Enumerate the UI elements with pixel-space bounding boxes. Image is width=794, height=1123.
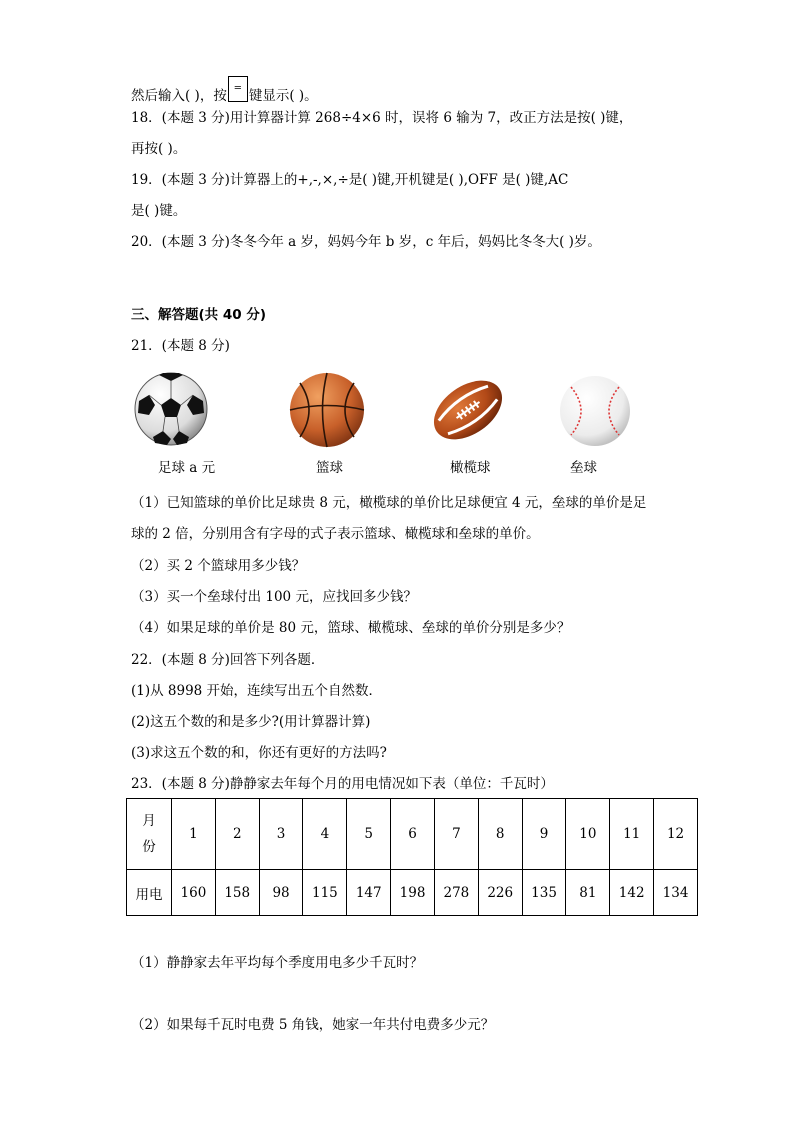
table-cell: 98: [259, 870, 303, 916]
rugby-ball-label: 橄榄球: [450, 460, 491, 476]
electricity-usage-table: [126, 798, 698, 916]
table-cell: 135: [522, 870, 566, 916]
rugby-ball-icon: [428, 372, 508, 448]
q23-header: 23．(本题 8 分)静静家去年每个月的用电情况如下表（单位：千瓦时）: [131, 776, 554, 792]
q21-header: 21．(本题 8 分): [131, 338, 230, 354]
table-header-cell: 月 份: [127, 799, 172, 870]
q23-part2: （2）如果每千瓦时电费 5 角钱，她家一年共付电费多少元？: [131, 1017, 495, 1033]
q19-line2: 是( )键。: [131, 203, 187, 219]
q20-line1: 20．(本题 3 分)冬冬今年 a 岁，妈妈今年 b 岁，c 年后，妈妈比冬冬大( )岁。: [131, 234, 601, 250]
table-cell: 142: [610, 870, 654, 916]
table-cell: 134: [654, 870, 698, 916]
q17-tail-line: [131, 76, 318, 106]
q18-line2: 再按( )。: [131, 141, 187, 157]
soccer-ball-icon: [133, 371, 209, 447]
table-cell: 9: [522, 799, 566, 870]
q21-part3: （3）买一个垒球付出 100 元，应找回多少钱？: [131, 589, 417, 605]
q17-text-before: 然后输入( )，按: [131, 88, 227, 104]
q22-part1: (1)从 8998 开始，连续写出五个自然数．: [131, 683, 383, 699]
baseball-label: 垒球: [570, 460, 597, 476]
basketball-icon: [288, 371, 366, 449]
section-title: 三、解答题(共 40 分): [131, 307, 267, 323]
table-cell: 278: [434, 870, 478, 916]
q17-text-after: 键显示( )。: [248, 88, 318, 104]
table-cell: 4: [303, 799, 347, 870]
q19-line1: 19．(本题 3 分)计算器上的+,-,×,÷是( )键,开机键是( ),OFF 是( )键,AC: [131, 172, 569, 188]
q22-header: 22．(本题 8 分)回答下列各题．: [131, 652, 325, 668]
table-cell: 198: [391, 870, 435, 916]
table-cell: 6: [391, 799, 435, 870]
table-row: [127, 799, 698, 870]
table-cell: 1: [172, 799, 216, 870]
q22-part2: (2)这五个数的和是多少?(用计算器计算): [131, 714, 371, 730]
basketball-label: 篮球: [316, 460, 343, 476]
table-cell: 8: [478, 799, 522, 870]
q21-part4: （4）如果足球的单价是 80 元，篮球、橄榄球、垒球的单价分别是多少？: [131, 620, 571, 636]
table-cell: 81: [566, 870, 610, 916]
table-header-cell: 用电: [127, 870, 172, 916]
q22-part3: (3)求这五个数的和，你还有更好的方法吗?: [131, 745, 387, 761]
table-cell: 5: [347, 799, 391, 870]
table-cell: 160: [172, 870, 216, 916]
table-cell: 3: [259, 799, 303, 870]
table-cell: 11: [610, 799, 654, 870]
table-cell: 158: [215, 870, 259, 916]
table-cell: 147: [347, 870, 391, 916]
soccer-ball-label: 足球 a 元: [158, 460, 216, 476]
q21-part1-line1: （1）已知篮球的单价比足球贵 8 元，橄榄球的单价比足球便宜 4 元，垒球的单价是足: [131, 495, 647, 511]
q21-part2: （2）买 2 个篮球用多少钱？: [131, 558, 306, 574]
table-cell: 7: [434, 799, 478, 870]
equals-key-icon: =: [228, 76, 248, 102]
q21-part1-line2: 球的 2 倍，分别用含有字母的式子表示篮球、橄榄球和垒球的单价。: [131, 526, 540, 542]
baseball-icon: [557, 373, 633, 449]
table-row: [127, 870, 698, 916]
table-cell: 226: [478, 870, 522, 916]
q18-line1: 18．(本题 3 分)用计算器计算 268÷4×6 时，误将 6 输为 7，改正方法是按( )键，: [131, 110, 633, 126]
table-cell: 12: [654, 799, 698, 870]
table-cell: 115: [303, 870, 347, 916]
table-cell: 10: [566, 799, 610, 870]
table-cell: 2: [215, 799, 259, 870]
q23-part1: （1）静静家去年平均每个季度用电多少千瓦时？: [131, 955, 424, 971]
